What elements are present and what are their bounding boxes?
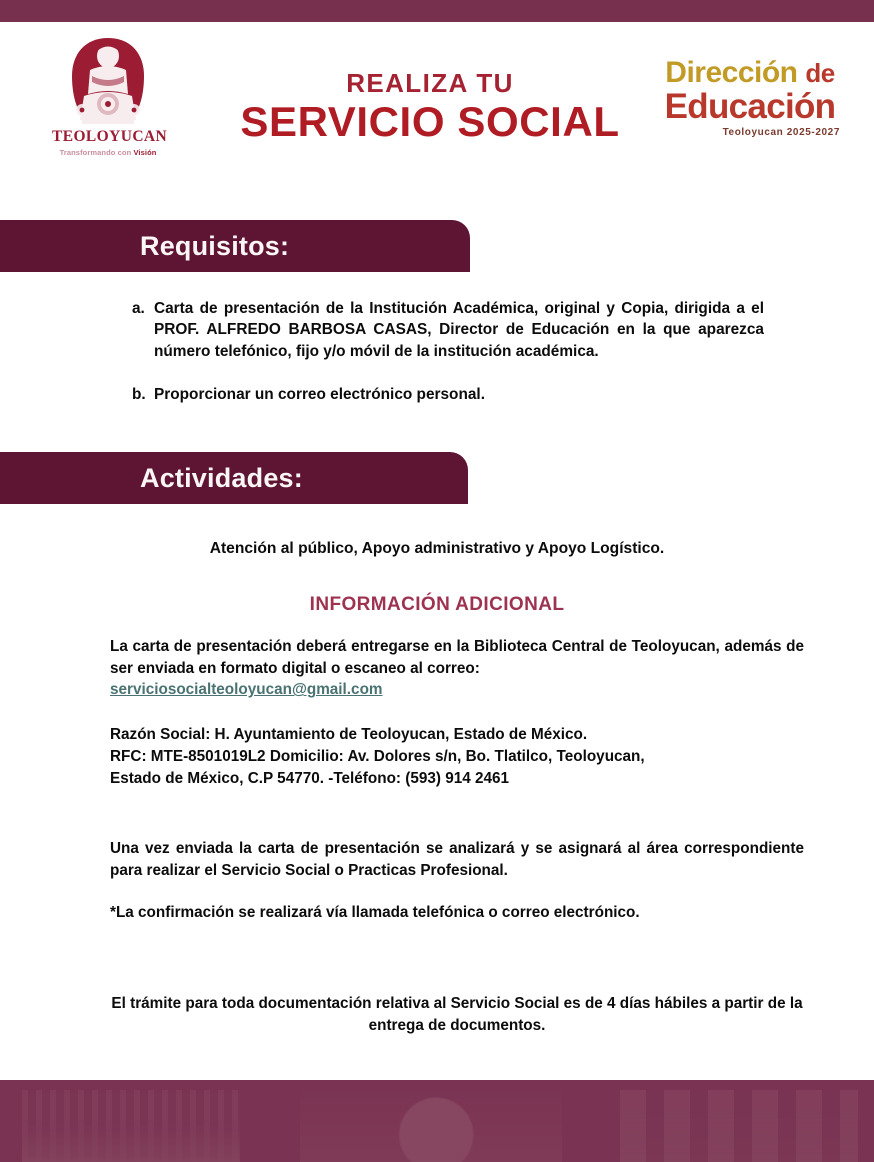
list-item-text: Proporcionar un correo electrónico personal. — [154, 385, 485, 403]
edu-logo-line-1 — [654, 58, 846, 88]
section-banner-requisitos — [0, 220, 470, 272]
closing-note: El trámite para toda documentación relativa al Servicio Social es de 4 días hábiles a partir de la entrega de documentos. — [111, 995, 803, 1034]
list-item-marker: a. — [132, 300, 145, 317]
rfc-domicilio-line: RFC: MTE-8501019L2 Domicilio: Av. Dolores s/n, Bo. Tlatilco, Teoloyucan, — [110, 748, 645, 766]
poster-title: SERVICIO SOCIAL — [240, 98, 620, 146]
teoloyucan-crest-icon — [52, 36, 164, 131]
section-banner-actividades-label: Actividades: — [140, 462, 303, 493]
poster-subtitle: REALIZA TU — [346, 68, 514, 98]
edu-word-de: de — [805, 58, 835, 88]
top-accent-bar — [0, 0, 874, 22]
requisito-a-part1: Carta de presentación de la Institución Académica, original y Copia, dirigida a el — [154, 300, 764, 317]
informacion-adicional-heading: INFORMACIÓN ADICIONAL — [309, 594, 565, 615]
list-item — [132, 298, 764, 362]
crest-tagline-bold: Visión — [133, 148, 157, 157]
email-link[interactable]: serviciosocialteoloyucan@gmail.com — [110, 681, 383, 699]
edu-logo-period: Teoloyucan 2025-2027 — [722, 127, 840, 138]
paragraph-asignacion: Una vez enviada la carta de presentación se analizará y se asignará al área correspondiente para realizar el Servicio Social o Practicas Profesional. — [110, 840, 804, 879]
razon-social-line: Razón Social: H. Ayuntamiento de Teoloyucan, Estado de México. — [110, 726, 588, 743]
list-item — [132, 384, 764, 405]
list-item-marker: b. — [132, 385, 146, 403]
footer-photo-band — [0, 1080, 874, 1162]
footer-color-overlay — [0, 1080, 874, 1162]
actividades-text: Atención al público, Apoyo administrativo y Apoyo Logístico. — [209, 540, 665, 557]
cp-telefono-line: Estado de México, C.P 54770. -Teléfono: (593) 914 2461 — [110, 770, 510, 788]
edu-word-educacion: Educación — [664, 87, 836, 126]
requisito-a-director-name: PROF. ALFREDO BARBOSA CASAS, — [154, 321, 432, 339]
edu-word-direccion: Dirección — [665, 56, 798, 89]
direccion-educacion-logo — [654, 58, 846, 138]
requisitos-list — [132, 298, 764, 405]
requisito-a-part2: Director de Educación en la que aparezca número telefónico, fijo y/o móvil de la institución académica. — [154, 321, 764, 360]
paragraph-biblioteca — [110, 636, 804, 701]
section-banner-actividades — [0, 452, 468, 504]
crest-tagline — [52, 148, 164, 157]
paragraph-confirmacion: *La confirmación se realizará vía llamada telefónica o correo electrónico. — [110, 904, 640, 921]
paragraph-datos-fiscales — [110, 724, 804, 791]
poster-title-block — [210, 70, 650, 145]
crest-tagline-light: Transformando con — [59, 148, 134, 157]
list-item-text — [154, 298, 764, 362]
poster-header — [0, 22, 874, 200]
crest-name-label: TEOLOYUCAN — [52, 128, 168, 145]
paragraph-biblioteca-text: La carta de presentación deberá entregarse en la Biblioteca Central de Teoloyucan, además de ser enviada en formato digital o escaneo al correo: — [110, 638, 804, 677]
section-banner-requisitos-label: Requisitos: — [140, 230, 290, 261]
teoloyucan-logo — [52, 36, 168, 166]
